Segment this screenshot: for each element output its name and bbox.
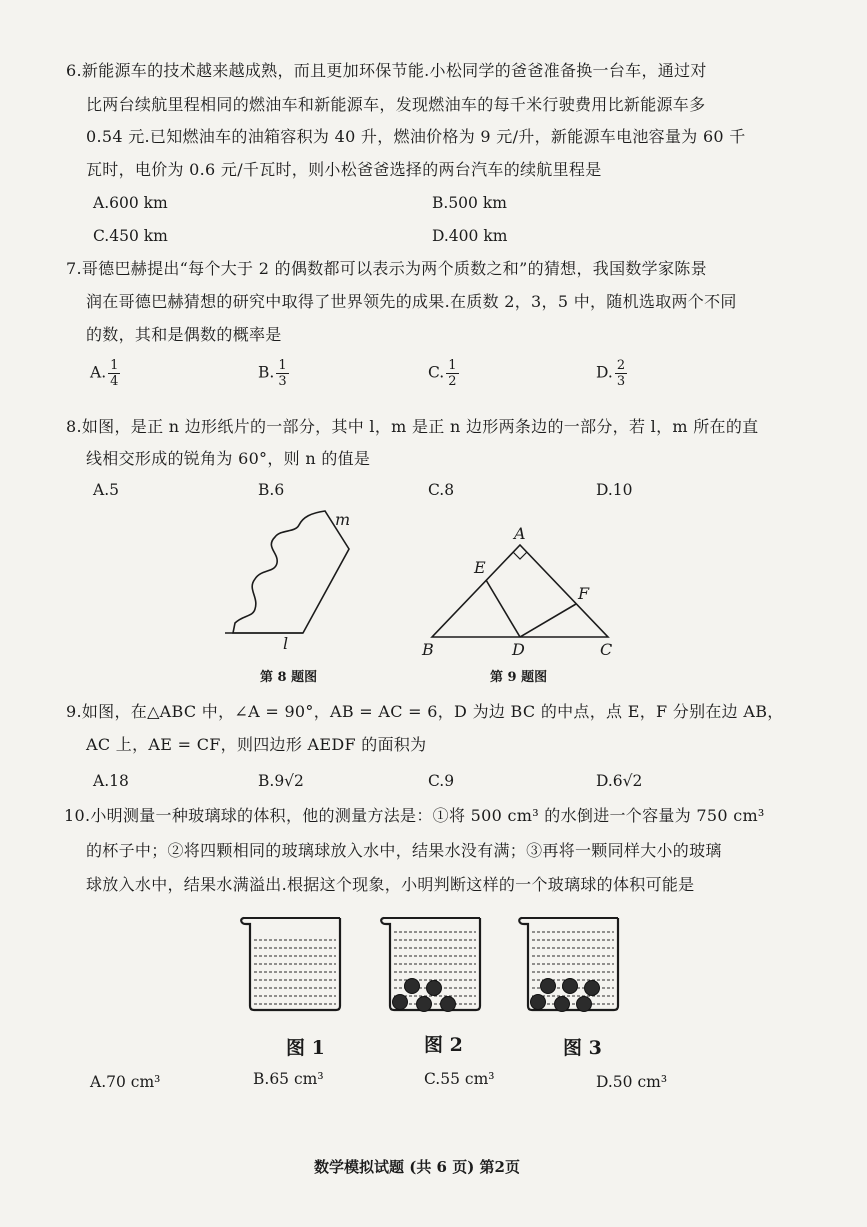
glass-ball <box>427 981 442 996</box>
beaker-3 <box>519 918 618 1012</box>
q9-option-d: D.6√2 <box>596 772 643 790</box>
q10-line-1: 10.小明测量一种玻璃球的体积，他的测量方法是：①将 500 cm³ 的水倒进一个容量为 750 cm³ <box>64 806 765 825</box>
q7-option-a-letter: A. <box>90 363 107 382</box>
q7-option-c-num: 1 <box>448 358 457 373</box>
q10-line-2: 的杯子中；②将四颗相同的玻璃球放入水中，结果水没有满；③再将一颗同样大小的玻璃 <box>86 841 722 860</box>
glass-ball <box>405 979 420 994</box>
q7-line-1: 7.哥德巴赫提出“每个大于 2 的偶数都可以表示为两个质数之和”的猜想，我国数学家陈景 <box>66 259 707 278</box>
q10-line-3: 球放入水中，结果水满溢出.根据这个现象，小明判断这样的一个玻璃球的体积可能是 <box>86 875 695 894</box>
q6-option-c: C.450 km <box>93 227 168 245</box>
q6-option-a: A.600 km <box>93 194 168 212</box>
q9-segment-df <box>520 604 576 637</box>
q9-right-angle-mark <box>513 552 527 559</box>
q6-line-4: 瓦时，电价为 0.6 元/千瓦时，则小松爸爸选择的两台汽车的续航里程是 <box>86 160 602 179</box>
q7-option-d-letter: D. <box>596 363 613 382</box>
glass-ball <box>585 981 600 996</box>
q9-option-c: C.9 <box>428 772 455 790</box>
q6-option-d: D.400 km <box>432 227 508 245</box>
q7-option-c-den: 2 <box>448 374 457 389</box>
glass-ball <box>563 979 578 994</box>
q7-option-d <box>596 358 627 389</box>
q9-option-b: B.9√2 <box>258 772 304 790</box>
q7-option-a-num: 1 <box>110 358 119 373</box>
q8-label-l: l <box>283 634 289 653</box>
q7-option-a <box>90 358 120 389</box>
q8-figure-caption: 第 8 题图 <box>260 670 318 685</box>
q7-option-b-num: 1 <box>278 358 287 373</box>
q7-option-c-fraction <box>446 358 458 389</box>
q7-option-d-fraction <box>615 358 627 389</box>
glass-ball <box>441 997 456 1012</box>
q6-line-1: 6.新能源车的技术越来越成熟，而且更加环保节能.小松同学的爸爸准备换一台车，通过对 <box>66 61 707 80</box>
glass-ball <box>393 995 408 1010</box>
q6-line-2: 比两台续航里程相同的燃油车和新能源车，发现燃油车的每千米行驶费用比新能源车多 <box>86 95 706 114</box>
q10-option-b: B.65 cm³ <box>253 1070 324 1088</box>
q10-figure-1-caption: 图 1 <box>286 1037 325 1059</box>
q10-figure-2-caption: 图 2 <box>424 1034 463 1056</box>
q7-option-b <box>258 358 289 389</box>
q7-option-d-num: 2 <box>616 358 626 373</box>
q7-option-a-den: 4 <box>110 374 119 389</box>
q8-label-m: m <box>335 510 351 529</box>
q7-option-b-letter: B. <box>258 363 275 382</box>
q10-option-a: A.70 cm³ <box>90 1073 161 1091</box>
q8-paper-outline <box>233 511 349 633</box>
q8-option-c: C.8 <box>428 481 455 499</box>
glass-ball <box>417 997 432 1012</box>
q7-option-d-den: 3 <box>616 374 626 389</box>
q9-figure-caption: 第 9 题图 <box>490 670 548 685</box>
q9-figure <box>420 525 630 660</box>
q8-figure <box>225 505 365 653</box>
q8-line-1: 8.如图，是正 n 边形纸片的一部分，其中 l，m 是正 n 边形两条边的一部分，若 l，m 所在的直 <box>66 417 759 436</box>
q10-option-c: C.55 cm³ <box>424 1070 495 1088</box>
q9-segment-ed <box>486 580 520 637</box>
q8-option-b: B.6 <box>258 481 285 499</box>
glass-ball <box>541 979 556 994</box>
q7-option-a-fraction <box>108 358 120 389</box>
q10-figure-3-caption: 图 3 <box>563 1037 602 1059</box>
q7-line-2: 润在哥德巴赫猜想的研究中取得了世界领先的成果.在质数 2，3，5 中，随机选取两个不同 <box>86 292 737 311</box>
q10-beakers-figure <box>240 910 650 1025</box>
q7-option-b-fraction <box>276 358 288 389</box>
glass-ball <box>577 997 592 1012</box>
beaker-2 <box>381 918 480 1012</box>
q8-option-a: A.5 <box>93 481 119 499</box>
q9-line-1: 9.如图，在△ABC 中，∠A = 90°，AB = AC = 6，D 为边 BC 的中点，点 E，F 分别在边 AB， <box>66 702 784 721</box>
q7-option-c <box>428 358 459 389</box>
q9-label-b: B <box>422 640 434 659</box>
page-footer: 数学模拟试题 (共 6 页) 第2页 <box>314 1158 520 1176</box>
q8-option-d: D.10 <box>596 481 633 499</box>
q9-label-c: C <box>600 640 613 659</box>
q10-option-d: D.50 cm³ <box>596 1073 668 1091</box>
q9-label-f: F <box>578 584 590 603</box>
q10-beakers <box>241 918 618 1012</box>
q9-line-2: AC 上，AE = CF，则四边形 AEDF 的面积为 <box>86 735 427 754</box>
glass-ball <box>531 995 546 1010</box>
q6-option-b: B.500 km <box>432 194 507 212</box>
q8-line-2: 线相交形成的锐角为 60°，则 n 的值是 <box>86 449 371 468</box>
q7-option-c-letter: C. <box>428 363 445 382</box>
q7-line-3: 的数，其和是偶数的概率是 <box>86 325 282 344</box>
q9-label-e: E <box>474 558 486 577</box>
q9-label-d: D <box>512 640 525 659</box>
q9-option-a: A.18 <box>93 772 129 790</box>
q7-option-b-den: 3 <box>278 374 287 389</box>
glass-ball <box>555 997 570 1012</box>
q9-label-a: A <box>514 524 526 543</box>
beaker-1 <box>241 918 340 1010</box>
q6-line-3: 0.54 元.已知燃油车的油箱容积为 40 升，燃油价格为 9 元/升，新能源车电池容量为 60 千 <box>86 127 746 146</box>
